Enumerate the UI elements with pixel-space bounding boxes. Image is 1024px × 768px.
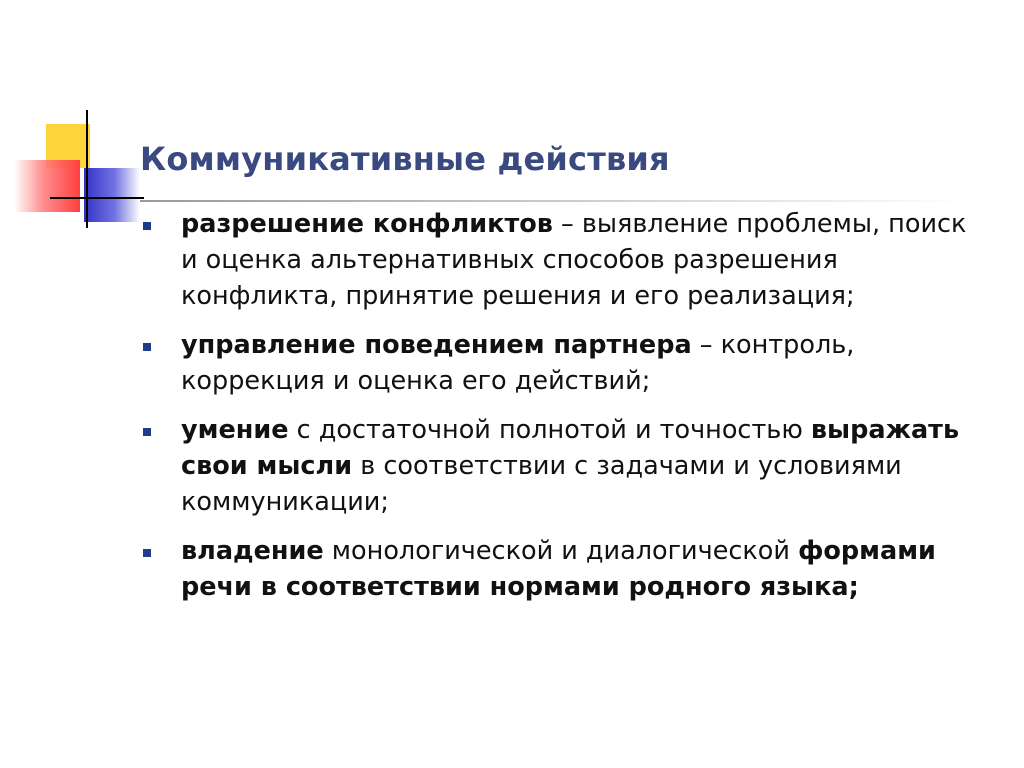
bullet-list — [143, 206, 983, 618]
bullet-item-speech-forms — [143, 533, 983, 605]
title-underline — [140, 200, 970, 202]
decor-horizontal-line — [50, 197, 144, 199]
decor-blue-square — [84, 168, 140, 222]
bullet-marker — [143, 428, 151, 436]
bullet-term-secondary: выражать свои мысли — [181, 415, 960, 481]
bullet-marker — [143, 222, 151, 230]
bullet-term: разрешение конфликтов — [181, 209, 553, 239]
bullet-text: монологической и диалогической — [323, 536, 799, 566]
bullet-term-secondary: формами речи в соответствии нормами родного языка; — [181, 536, 936, 602]
bullet-item-partner-behavior — [143, 327, 983, 399]
bullet-text: – выявление проблемы, поиск и оценка альтернативных способов разрешения конфликта, принятие решения и его реализация; — [181, 209, 967, 311]
bullet-text: с достаточной полнотой и точностью — [288, 415, 811, 445]
bullet-marker — [143, 343, 151, 351]
bullet-marker — [143, 549, 151, 557]
decor-red-square — [14, 160, 80, 212]
bullet-item-conflict-resolution — [143, 206, 983, 314]
decor-vertical-line — [86, 110, 88, 228]
bullet-term: владение — [181, 536, 324, 566]
bullet-text: – контроль, коррекция и оценка его действий; — [181, 330, 855, 396]
bullet-text-secondary: в соответствии с задачами и условиями коммуникации; — [181, 451, 902, 517]
bullet-item-expressing-thoughts — [143, 412, 983, 520]
bullet-term: умение — [181, 415, 289, 445]
bullet-term: управление поведением партнера — [181, 330, 692, 360]
slide-title: Коммуникативные действия — [140, 140, 670, 178]
